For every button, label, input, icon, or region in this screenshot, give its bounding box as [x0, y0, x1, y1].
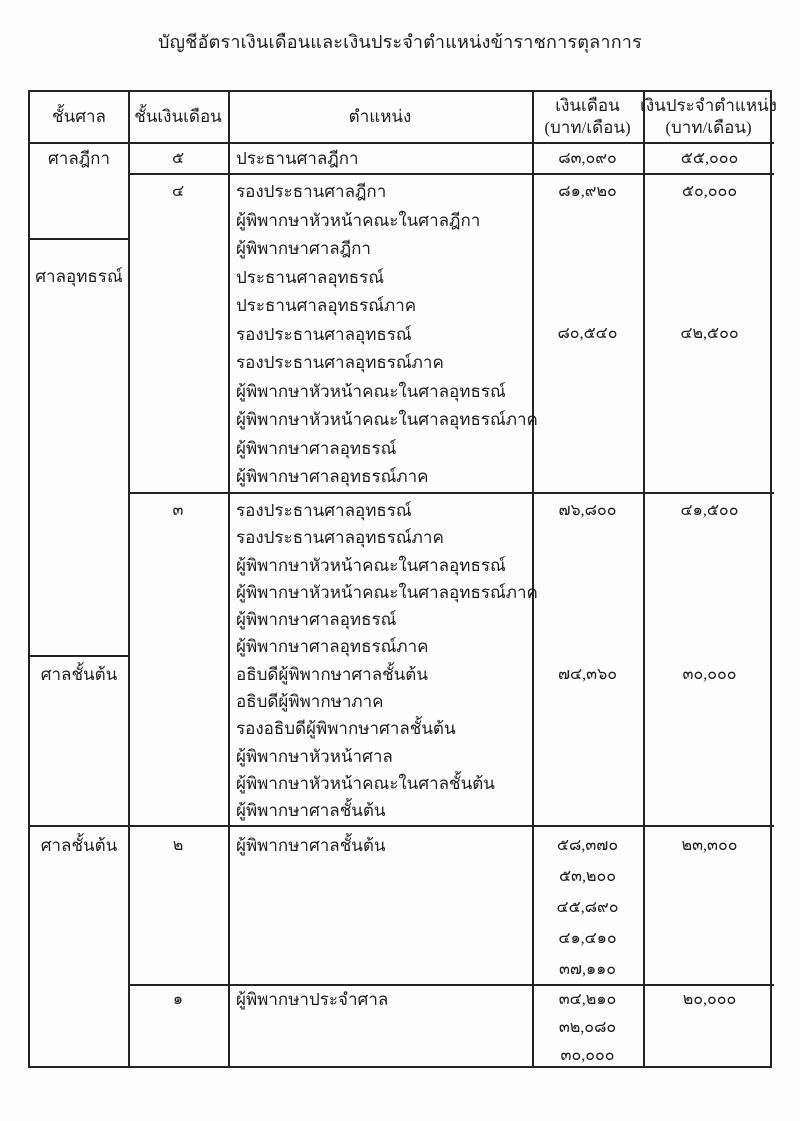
salary-value: ๕๓,๒๐๐ — [558, 868, 617, 885]
col-header-court-level: ชั้นศาล — [52, 107, 106, 126]
col-header-salary-label: เงินเดือน — [555, 96, 620, 115]
allowance-value: ๓๐,๐๐๐ — [682, 666, 737, 683]
salary-value: ๓๔,๒๑๐ — [558, 991, 617, 1008]
position-line: รองอธิบดีผู้พิพากษาศาลชั้นต้น — [236, 719, 456, 739]
salary-value: ๘๐,๕๔๐ — [557, 325, 618, 342]
court-level-appeal: ศาลอุทธรณ์ — [35, 267, 123, 286]
salary-value: ๗๔,๓๖๐ — [558, 666, 617, 683]
position-line: ประธานศาลอุทธรณ์ภาค — [236, 296, 417, 315]
col-header-salary-unit: (บาท/เดือน) — [544, 118, 631, 137]
position-line: ผู้พิพากษาหัวหน้าคณะในศาลอุทธรณ์ภาค — [236, 582, 538, 602]
position-line: ผู้พิพากษาศาลชั้นต้น — [236, 801, 386, 821]
table-gridline-row4-row3 — [128, 492, 774, 494]
salary-value: ๓๗,๑๑๐ — [558, 961, 617, 978]
salary-table — [28, 90, 777, 1068]
position-line: ประธานศาลอุทธรณ์ — [236, 267, 385, 287]
position-line: ผู้พิพากษาหัวหน้าคณะในศาลชั้นต้น — [236, 773, 495, 793]
col-header-salary — [532, 92, 643, 142]
salary-value: ๓๒,๐๘๐ — [558, 1019, 617, 1036]
position-row5: ประธานศาลฎีกา — [236, 149, 359, 168]
position-row2: ผู้พิพากษาศาลชั้นต้น — [236, 836, 386, 855]
position-line: อธิบดีผู้พิพากษาภาค — [236, 692, 384, 712]
salary-level-5: ๕ — [171, 150, 185, 167]
allowance-value: ๔๒,๕๐๐ — [680, 325, 739, 342]
table-gridline-row5-row4 — [128, 173, 774, 175]
table-gridline-vertical — [643, 92, 645, 1066]
salary-level-4: ๔ — [171, 183, 185, 200]
salary-level-2: ๒ — [172, 837, 184, 854]
col-header-position: ตำแหน่ง — [348, 107, 412, 126]
salary-value-stack-row2 — [534, 830, 641, 985]
table-gridline-appeal-court-bottom — [30, 655, 128, 657]
salary-value-stack-row1 — [534, 986, 641, 1070]
allowance-value: ๒๐,๐๐๐ — [682, 991, 737, 1008]
position-line: รองประธานศาลฎีกา — [236, 182, 387, 201]
position-line: ผู้พิพากษาศาลฎีกา — [236, 239, 371, 258]
salary-level-1: ๑ — [172, 991, 184, 1008]
salary-value: ๔๑,๔๑๐ — [558, 930, 617, 947]
position-line: ผู้พิพากษาศาลอุทธรณ์ภาค — [236, 467, 429, 486]
position-line: รองประธานศาลอุทธรณ์ภาค — [236, 528, 444, 548]
position-line: ผู้พิพากษาหัวหน้าคณะในศาลอุทธรณ์ — [236, 381, 506, 401]
position-list-row3 — [236, 497, 538, 825]
page-title: บัญชีอัตราเงินเดือนและเงินประจำตำแหน่งข้าราชการตุลาการ — [158, 32, 642, 52]
position-line: ผู้พิพากษาหัวหน้าคณะในศาลอุทธรณ์ — [236, 555, 506, 575]
position-line: รองประธานศาลอุทธรณ์ — [236, 324, 412, 344]
salary-value: ๗๖,๘๐๐ — [558, 502, 617, 519]
salary-value: ๘๓,๐๙๐ — [558, 150, 617, 167]
position-row1: ผู้พิพากษาประจำศาล — [236, 990, 389, 1009]
col-header-allowance — [640, 92, 777, 142]
salary-value: ๕๘,๓๗๐ — [556, 837, 619, 854]
allowance-value: ๔๑,๕๐๐ — [680, 502, 739, 519]
allowance-value: ๒๓,๓๐๐ — [681, 837, 738, 854]
position-line: ผู้พิพากษาศาลอุทธรณ์ — [236, 438, 397, 458]
position-list-row4 — [236, 178, 538, 492]
court-level-first-instance: ศาลชั้นต้น — [40, 665, 118, 684]
position-line: รองประธานศาลอุทธรณ์ — [236, 501, 412, 520]
table-gridline-row3-row2 — [30, 825, 774, 827]
position-line: ผู้พิพากษาหัวหน้าคณะในศาลฎีกา — [236, 210, 481, 230]
col-header-allowance-label: เงินประจำตำแหน่ง — [640, 96, 777, 115]
salary-value: ๔๕,๘๙๐ — [556, 899, 619, 916]
col-header-allowance-unit: (บาท/เดือน) — [665, 118, 752, 137]
allowance-value: ๕๕,๐๐๐ — [680, 150, 739, 167]
position-line: ผู้พิพากษาศาลอุทธรณ์ภาค — [236, 637, 429, 657]
court-level-supreme: ศาลฎีกา — [47, 149, 110, 168]
position-line: รองประธานศาลอุทธรณ์ภาค — [236, 353, 444, 372]
salary-value: ๘๑,๙๒๐ — [558, 183, 617, 200]
table-gridline-vertical — [128, 92, 130, 1066]
position-line: ผู้พิพากษาหัวหน้าคณะในศาลอุทธรณ์ภาค — [236, 410, 538, 429]
table-gridline-vertical — [228, 92, 230, 1066]
salary-level-3: ๓ — [172, 502, 184, 519]
col-header-salary-level: ชั้นเงินเดือน — [134, 107, 222, 126]
table-gridline-supreme-court-bottom — [30, 238, 128, 240]
court-level-first-instance-2: ศาลชั้นต้น — [40, 836, 118, 855]
allowance-value: ๕๐,๐๐๐ — [681, 183, 738, 200]
salary-value: ๓๐,๐๐๐ — [560, 1047, 615, 1064]
position-line: ผู้พิพากษาศาลอุทธรณ์ — [236, 610, 397, 630]
position-line: ผู้พิพากษาหัวหน้าศาล — [236, 746, 393, 766]
position-line: อธิบดีผู้พิพากษาศาลชั้นต้น — [236, 664, 428, 684]
